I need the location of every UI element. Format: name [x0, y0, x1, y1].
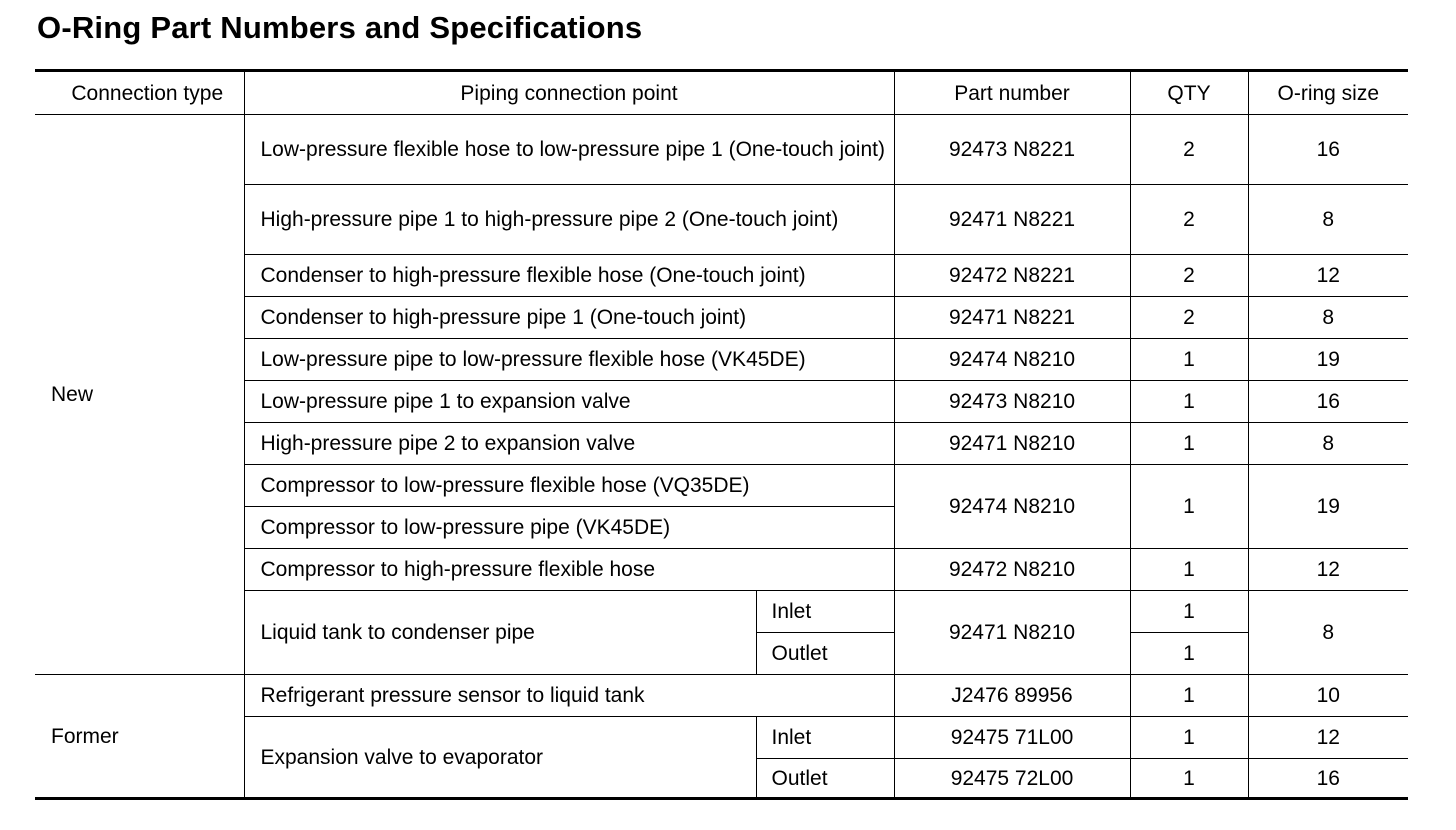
qty-cell: 2: [1130, 185, 1248, 255]
connection-point-cell: Condenser to high-pressure flexible hose (One-touch joint): [244, 255, 894, 297]
header-part-number: Part number: [894, 71, 1130, 115]
oring-size-cell: 12: [1248, 549, 1408, 591]
part-number-cell: 92471 N8221: [894, 185, 1130, 255]
page-title: O-Ring Part Numbers and Specifications: [37, 10, 643, 45]
qty-cell: 2: [1130, 297, 1248, 339]
oring-size-cell: 8: [1248, 297, 1408, 339]
oring-size-cell: 16: [1248, 115, 1408, 185]
qty-cell: 1: [1130, 759, 1248, 799]
connection-point-cell: Low-pressure pipe to low-pressure flexible hose (VK45DE): [244, 339, 894, 381]
part-number-cell: 92471 N8210: [894, 591, 1130, 675]
sub-point-cell: Outlet: [756, 633, 894, 675]
header-qty: QTY: [1130, 71, 1248, 115]
part-number-cell: 92473 N8210: [894, 381, 1130, 423]
part-number-cell: 92471 N8221: [894, 297, 1130, 339]
qty-cell: 1: [1130, 465, 1248, 549]
qty-cell: 1: [1130, 549, 1248, 591]
part-number-cell: 92473 N8221: [894, 115, 1130, 185]
part-number-cell: 92472 N8210: [894, 549, 1130, 591]
oring-size-cell: 8: [1248, 185, 1408, 255]
group-label-former: Former: [35, 675, 244, 799]
qty-cell: 2: [1130, 115, 1248, 185]
oring-spec-table: [35, 69, 1408, 800]
header-oring-size: O-ring size: [1248, 71, 1408, 115]
qty-cell: 1: [1130, 423, 1248, 465]
oring-size-cell: 16: [1248, 759, 1408, 799]
oring-size-cell: 10: [1248, 675, 1408, 717]
part-number-cell: 92474 N8210: [894, 339, 1130, 381]
qty-cell: 1: [1130, 717, 1248, 759]
connection-point-cell: Expansion valve to evaporator: [244, 717, 756, 799]
sub-point-cell: Inlet: [756, 591, 894, 633]
oring-size-cell: 12: [1248, 717, 1408, 759]
connection-point-cell: Compressor to high-pressure flexible hose: [244, 549, 894, 591]
connection-point-cell: Compressor to low-pressure flexible hose (VQ35DE): [244, 465, 894, 507]
oring-size-cell: 19: [1248, 339, 1408, 381]
header-piping-connection-point: Piping connection point: [244, 71, 894, 115]
part-number-cell: 92474 N8210: [894, 465, 1130, 549]
part-number-cell: 92475 72L00: [894, 759, 1130, 799]
qty-cell: 1: [1130, 591, 1248, 633]
connection-point-cell: High-pressure pipe 2 to expansion valve: [244, 423, 894, 465]
part-number-cell: 92475 71L00: [894, 717, 1130, 759]
qty-cell: 2: [1130, 255, 1248, 297]
connection-point-cell: Low-pressure flexible hose to low-pressure pipe 1 (One-touch joint): [244, 115, 894, 185]
part-number-cell: 92471 N8210: [894, 423, 1130, 465]
connection-point-cell: Refrigerant pressure sensor to liquid tank: [244, 675, 894, 717]
header-connection-type: Connection type: [35, 71, 244, 115]
connection-point-cell: High-pressure pipe 1 to high-pressure pipe 2 (One-touch joint): [244, 185, 894, 255]
connection-point-cell: Compressor to low-pressure pipe (VK45DE): [244, 507, 894, 549]
part-number-cell: J2476 89956: [894, 675, 1130, 717]
oring-size-cell: 8: [1248, 591, 1408, 675]
connection-point-cell: Liquid tank to condenser pipe: [244, 591, 756, 675]
sub-point-cell: Inlet: [756, 717, 894, 759]
connection-point-cell: Condenser to high-pressure pipe 1 (One-touch joint): [244, 297, 894, 339]
part-number-cell: 92472 N8221: [894, 255, 1130, 297]
table-header-row: [35, 71, 1408, 115]
qty-cell: 1: [1130, 675, 1248, 717]
qty-cell: 1: [1130, 633, 1248, 675]
oring-size-cell: 12: [1248, 255, 1408, 297]
qty-cell: 1: [1130, 339, 1248, 381]
table-row: [35, 115, 1408, 185]
oring-size-cell: 8: [1248, 423, 1408, 465]
sub-point-cell: Outlet: [756, 759, 894, 799]
oring-size-cell: 16: [1248, 381, 1408, 423]
oring-size-cell: 19: [1248, 465, 1408, 549]
group-label-new: New: [35, 115, 244, 675]
table-row: [35, 675, 1408, 717]
qty-cell: 1: [1130, 381, 1248, 423]
connection-point-cell: Low-pressure pipe 1 to expansion valve: [244, 381, 894, 423]
